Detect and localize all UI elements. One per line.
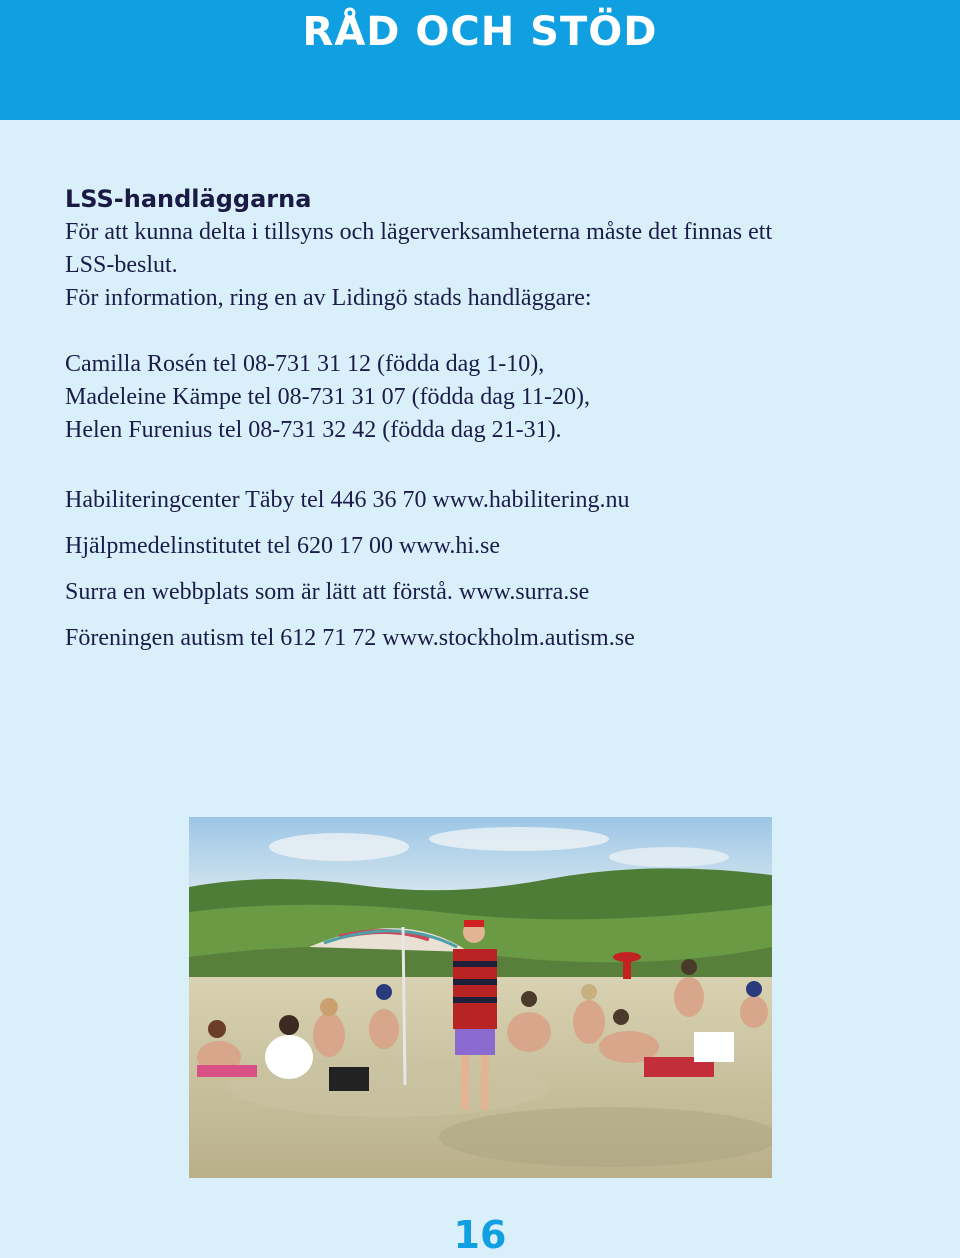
section-heading: LSS-handläggarna	[65, 185, 312, 213]
beach-photo	[189, 817, 772, 1178]
contact-item: Helen Furenius tel 08-731 32 42 (födda dag 21-31).	[65, 417, 562, 443]
contact-list	[65, 348, 905, 447]
resource-item: Hjälpmedelinstitutet tel 620 17 00 www.hi.se	[65, 533, 501, 559]
page-number: 16	[453, 1213, 507, 1257]
resource-list	[65, 477, 905, 661]
resource-item: Surra en webbplats som är lätt att förstå. www.surra.se	[65, 579, 590, 605]
info-text: För information, ring en av Lidingö stads handläggare:	[65, 285, 592, 311]
resource-item: Habiliteringcenter Täby tel 446 36 70 www.habilitering.nu	[65, 487, 630, 513]
beach-photo-illustration	[189, 817, 772, 1178]
spacer	[65, 315, 905, 348]
main-content	[65, 184, 905, 661]
header-banner	[0, 0, 960, 120]
resource-item: Föreningen autism tel 612 71 72 www.stockholm.autism.se	[65, 625, 635, 651]
page-title: RÅD OCH STÖD	[302, 9, 658, 55]
intro-text-line-1: För att kunna delta i tillsyns och lägerverksamheterna måste det finnas ett	[65, 219, 773, 245]
intro-text-line-2: LSS-beslut.	[65, 252, 178, 278]
contact-item: Madeleine Kämpe tel 08-731 31 07 (födda dag 11-20),	[65, 384, 590, 410]
contact-item: Camilla Rosén tel 08-731 31 12 (födda dag 1-10),	[65, 351, 545, 377]
